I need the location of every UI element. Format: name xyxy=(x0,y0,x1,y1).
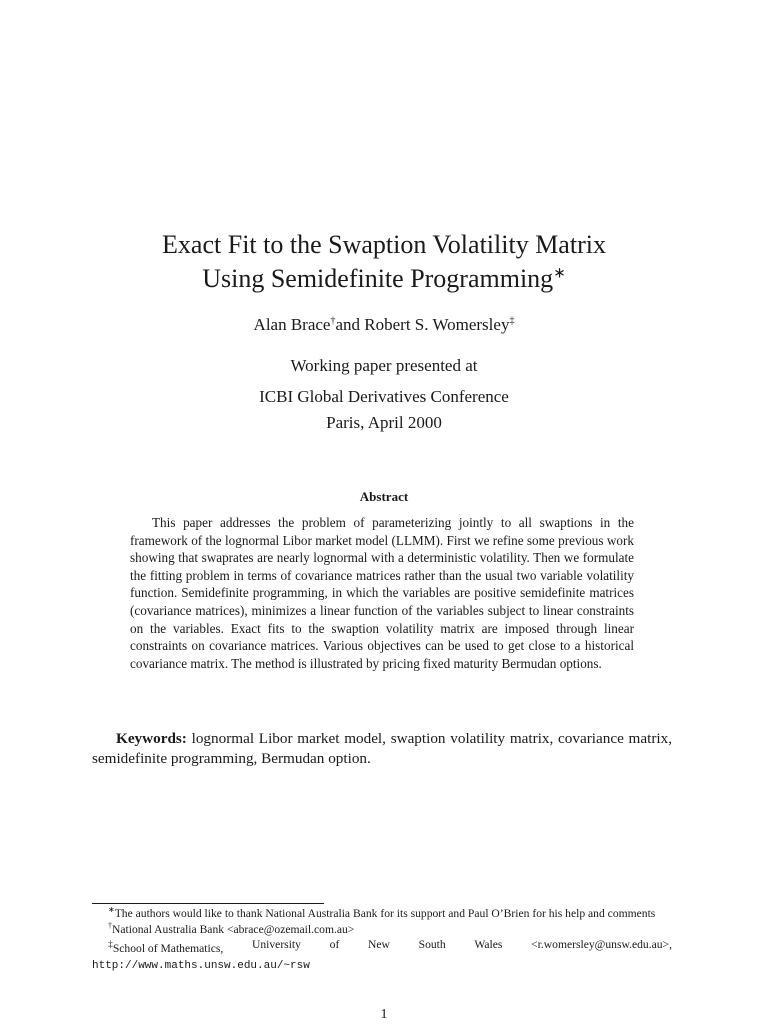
footnote-3-mark: ‡ xyxy=(108,939,113,951)
footnote-3-word-text: School of Mathematics, xyxy=(112,942,224,956)
footnotes xyxy=(92,906,672,974)
footnote-2-mark: † xyxy=(108,920,112,930)
presented-line: Working paper presented at xyxy=(290,356,478,375)
footnote-3-word: Wales xyxy=(474,938,503,952)
footnote-3-url[interactable]: http://www.maths.unsw.edu.au/~rsw xyxy=(92,959,310,972)
abstract-body: This paper addresses the problem of parameterizing jointly to all swaptions in the framework of the lognormal Libor market model (LLMM). First we refine some previous work showing that swaprates are nearly lognormal with a deterministic volatility. Then we formulate the fitting problem in terms of covariance matrices rather than the usual two variable volatility function. Semidefinite programming, in which the variables are positive semidefinite matrices (covariance matrices), minimizes a linear function of the variables subject to linear constraints on the variables. Exact fits to the swaption volatility matrix are imposed through linear constraints on covariance matrices. Various objectives can be used to get close to a historical covariance matrix. The method is illustrated by pricing fixed maturity Bermudan options. xyxy=(130,515,634,671)
footnote-1-text: The authors would like to thank National Australia Bank for its support and Paul O’Brien for his help and comments xyxy=(114,907,656,920)
author-2-mark: ‡ xyxy=(509,315,515,327)
title-line-1: Exact Fit to the Swaption Volatility Matrix xyxy=(162,230,606,259)
title-line-2-text: Using Semidefinite Programming xyxy=(202,264,554,293)
footnote-3-url-line xyxy=(92,957,672,975)
title-footnote-mark: ∗ xyxy=(553,265,566,282)
conference-line: ICBI Global Derivatives Conference xyxy=(259,387,509,406)
footnote-rule xyxy=(92,903,324,904)
paper-title xyxy=(0,228,768,296)
footnote-3-word: New xyxy=(368,938,390,952)
footnote-3-word xyxy=(108,937,223,956)
footnote-3-email[interactable]: <r.womersley@unsw.edu.au>, xyxy=(531,938,672,952)
page-number: 1 xyxy=(380,1007,388,1022)
author-list xyxy=(0,314,768,336)
footnote-3 xyxy=(92,937,672,956)
footnote-1 xyxy=(92,906,672,922)
author-1: Alan Brace xyxy=(253,315,331,334)
footnote-2-text: National Australia Bank <abrace@ozemail.com.au> xyxy=(112,922,355,936)
keywords-text: lognormal Libor market model, swaption volatility matrix, covariance matrix, semidefinite programming, Bermudan option. xyxy=(92,730,672,767)
keywords-paragraph xyxy=(92,729,672,769)
author-1-mark: † xyxy=(330,315,336,327)
footnote-2 xyxy=(92,922,672,938)
title-line-2 xyxy=(0,262,768,296)
abstract-heading: Abstract xyxy=(359,489,409,504)
location-date-line: Paris, April 2000 xyxy=(326,413,442,432)
keywords-label: Keywords: xyxy=(116,730,187,747)
footnote-3-word: of xyxy=(329,938,340,952)
footnote-1-mark: ∗ xyxy=(108,905,115,915)
author-2: and Robert S. Womersley xyxy=(335,315,510,334)
footnote-3-word: South xyxy=(418,938,446,952)
footnote-3-word: University xyxy=(251,938,301,952)
